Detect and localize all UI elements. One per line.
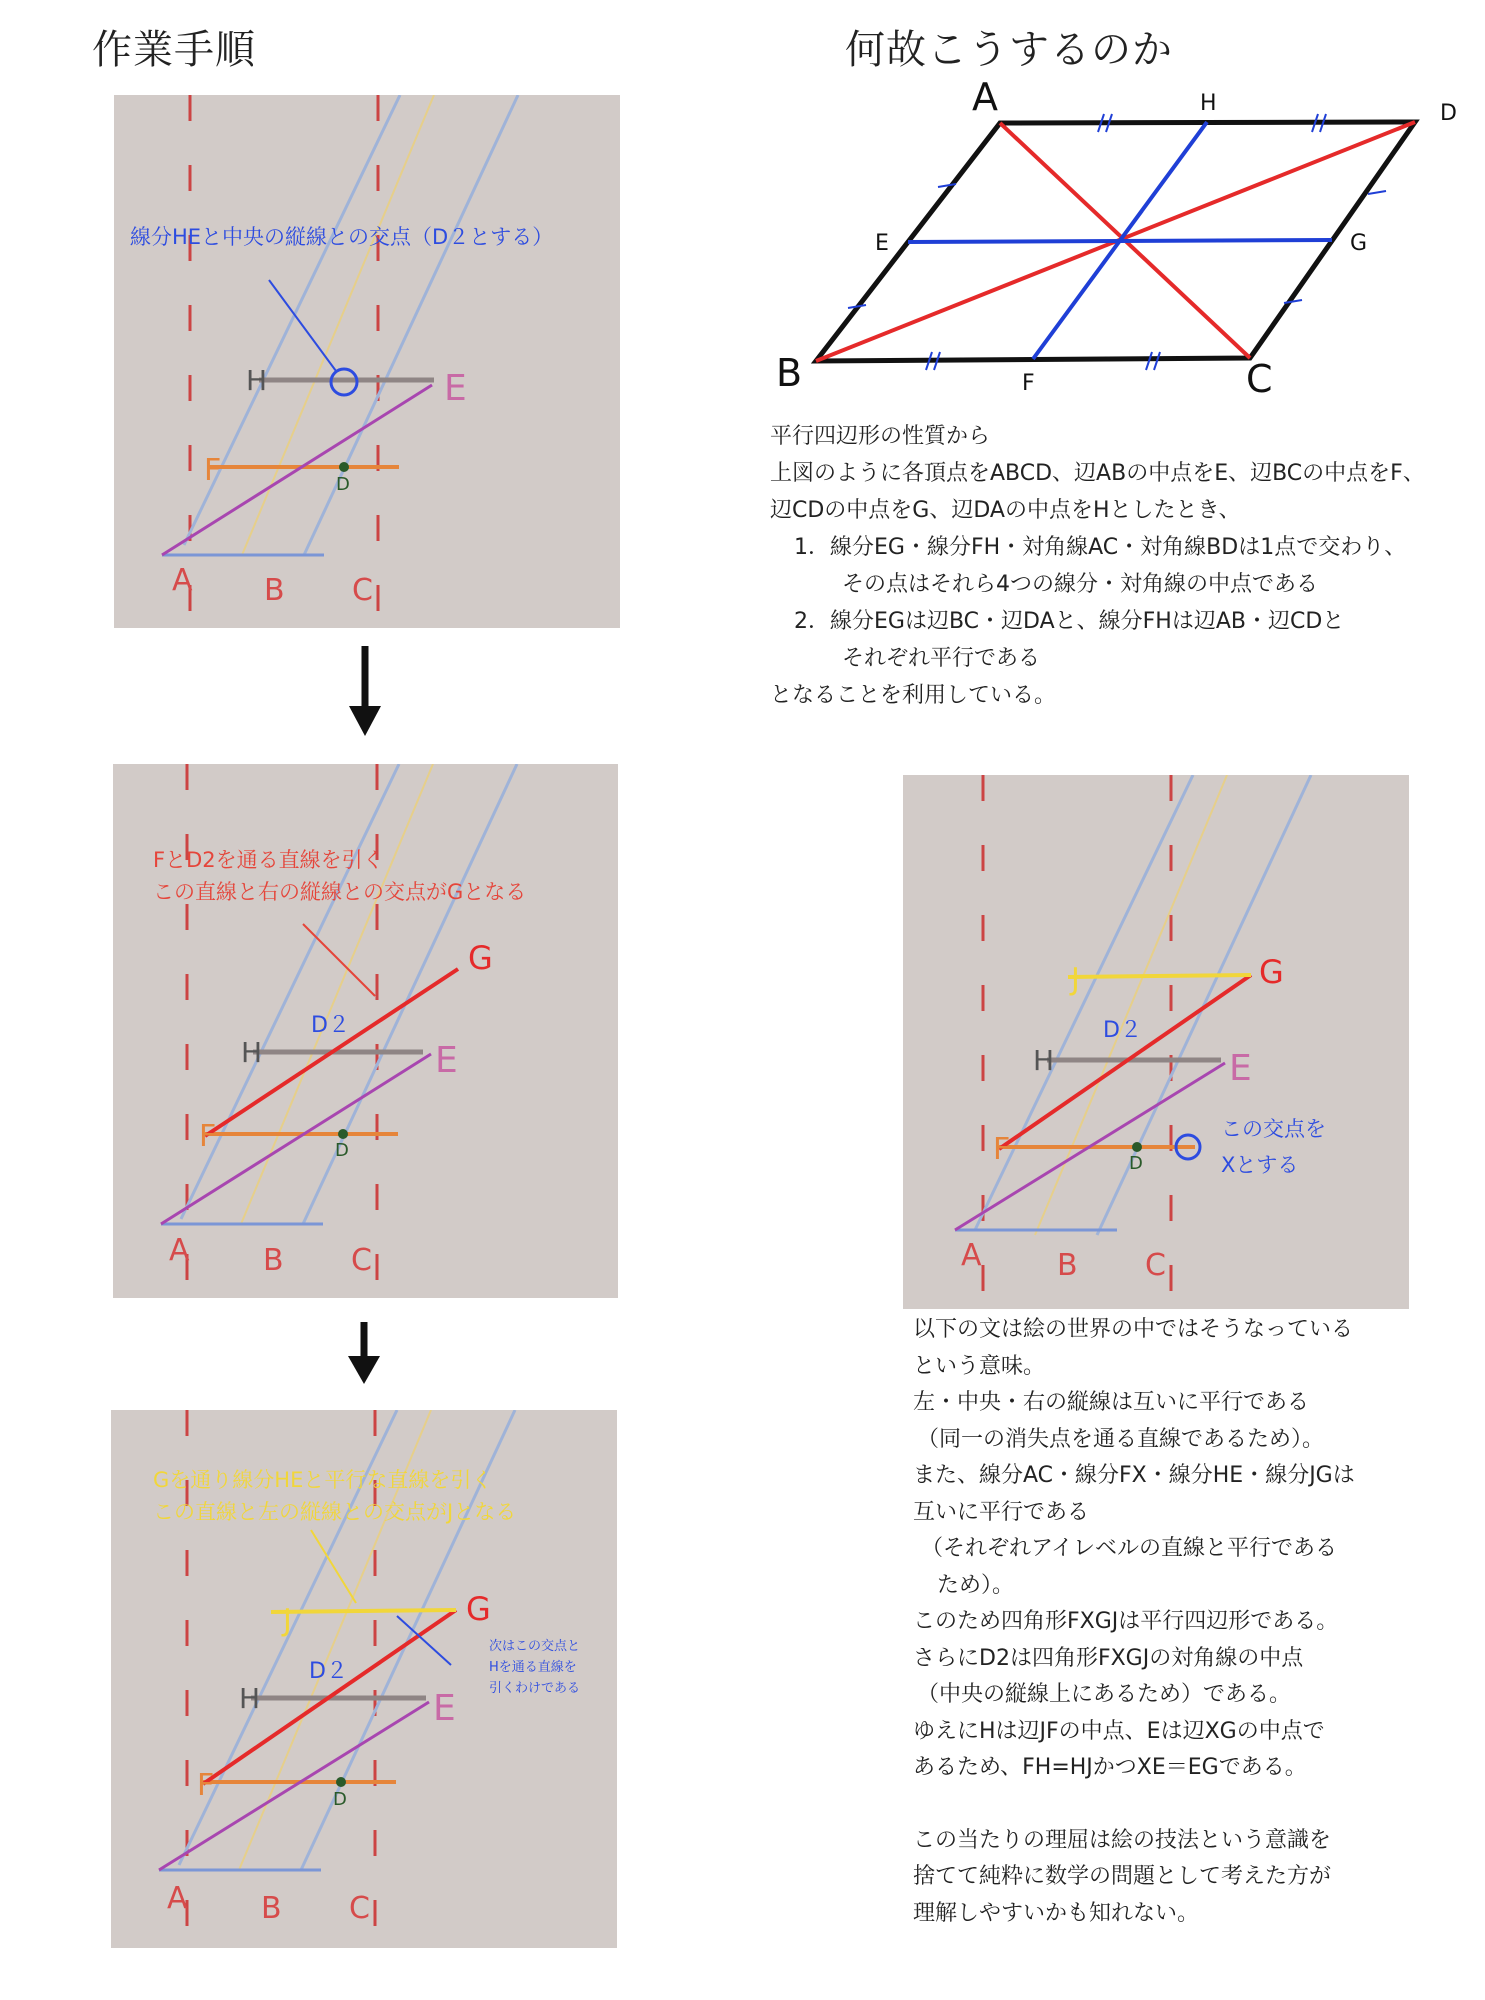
p3-label-e: E [433, 1688, 456, 1729]
p4-annotation-line2: Xとする [1221, 1153, 1299, 1177]
label-h: H [1200, 91, 1217, 116]
prop-line2: 辺CDの中点をG、辺DAの中点をHとしたとき、 [770, 498, 1241, 523]
p4-label-d: D [1129, 1153, 1143, 1174]
p2-label-b: B [263, 1243, 284, 1278]
right-heading: 何故こうするのか [845, 27, 1173, 73]
label-d: D [1440, 101, 1457, 126]
p2-label-e: E [435, 1040, 458, 1081]
p4-label-b: B [1057, 1248, 1078, 1283]
label-a: A [972, 75, 998, 119]
p2-label-g: G [468, 939, 493, 977]
p4-label-c: C [1145, 1248, 1166, 1283]
prop-outro: となることを利用している。 [770, 683, 1057, 708]
prop-item1b: その点はそれら4つの線分・対角線の中点である [842, 572, 1318, 597]
p3-note [489, 1636, 580, 1699]
p3-note-line1: 次はこの交点と [489, 1639, 581, 1654]
p1-label-b: B [264, 573, 285, 608]
p1-annotation: 線分HEと中央の縦線との交点（D２とする） [130, 225, 554, 249]
expl-line-12: ゆえにHは辺JFの中点、Eは辺XGの中点で [913, 1718, 1325, 1744]
p4-annotation [1221, 1111, 1326, 1183]
p3-label-c: C [349, 1891, 370, 1926]
prop-item2a: 2．線分EGは辺BC・辺DAと、線分FHは辺AB・辺CDと [794, 609, 1345, 634]
prop-item1a: 1．線分EG・線分FH・対角線AC・対角線BDは1点で交わり、 [794, 535, 1407, 560]
p4-label-f: F [993, 1132, 1011, 1167]
label-c: C [1246, 357, 1273, 401]
photo-step-4 [903, 775, 1409, 1309]
down-arrow-2 [344, 1318, 384, 1386]
p4-label-d2: D２ [1103, 1018, 1142, 1043]
p1-label-a: A [172, 563, 193, 598]
p4-label-a: A [961, 1238, 982, 1273]
expl-line-5: また、線分AC・線分FX・線分HE・線分JGは [913, 1463, 1355, 1488]
p4-label-e: E [1229, 1048, 1252, 1089]
p3-label-a: A [167, 1881, 188, 1916]
p1-label-c: C [352, 573, 373, 608]
p3-annotation [153, 1464, 516, 1528]
parallelogram-diagram [760, 70, 1480, 410]
p2-label-d2: D２ [311, 1013, 350, 1038]
label-g: G [1350, 231, 1368, 256]
prop-line1: 上図のように各頂点をABCD、辺ABの中点をE、辺BCの中点をF、 [770, 461, 1425, 486]
p2-label-a: A [169, 1233, 190, 1268]
expl-line-9: このため四角形FXGJは平行四辺形である。 [913, 1609, 1339, 1634]
p2-label-h: H [241, 1036, 263, 1069]
expl-line-7: （それぞれアイレベルの直線と平行である [921, 1536, 1338, 1561]
p3-label-g: G [466, 1590, 491, 1628]
expl-line-6: 互いに平行である [913, 1499, 1090, 1525]
expl-spacer [913, 1787, 1355, 1823]
expl-line-14: この当たりの理屈は絵の技法という意識を [913, 1827, 1332, 1853]
expl-line-13: あるため、FH=HJかつXE＝EGである。 [913, 1755, 1307, 1780]
photo-step-3 [111, 1410, 617, 1948]
expl-line-8: ため）。 [937, 1572, 1015, 1598]
left-heading: 作業手順 [92, 27, 256, 73]
p1-label-f: F [204, 453, 222, 488]
prop-intro: 平行四辺形の性質から [770, 424, 991, 449]
label-e: E [875, 231, 889, 256]
p4-label-j: J [1071, 962, 1080, 997]
label-b: B [776, 351, 803, 395]
tick-cd-1 [1368, 191, 1386, 194]
p3-label-d: D [333, 1789, 347, 1810]
expl-line-3: 左・中央・右の縦線は互いに平行である [913, 1390, 1310, 1415]
p2-label-f: F [199, 1119, 217, 1154]
explanation-text [913, 1312, 1355, 1932]
p1-label-h: H [246, 364, 268, 397]
expl-line-1: 以下の文は絵の世界の中ではそうなっている [913, 1317, 1354, 1342]
p2-annotation [153, 844, 526, 908]
p1-label-e: E [444, 368, 467, 409]
expl-line-15: 捨てて純粋に数学の問題として考えた方が [913, 1864, 1332, 1889]
photo-step-2 [113, 764, 618, 1298]
p3-label-h: H [239, 1682, 261, 1715]
down-arrow-1 [345, 642, 385, 738]
p3-label-j: J [283, 1603, 292, 1638]
label-f: F [1022, 371, 1035, 396]
photo-step-1-drawing [114, 95, 620, 628]
expl-line-4: （同一の消失点を通る直線であるため）。 [917, 1426, 1325, 1452]
p2-annotation-line2: この直線と右の縦線との交点がGとなる [153, 880, 527, 904]
p2-label-d: D [335, 1140, 349, 1161]
properties-text [770, 418, 1425, 714]
p4-annotation-line1: この交点を [1221, 1117, 1326, 1141]
p4-label-h: H [1033, 1044, 1055, 1077]
p2-label-c: C [351, 1243, 372, 1278]
p1-label-d: D [336, 474, 350, 495]
p3-label-f: F [197, 1768, 215, 1803]
p2-annotation-line1: FとD2を通る直線を引く [153, 848, 384, 872]
p3-note-line3: 引くわけである [489, 1681, 581, 1696]
p3-note-line2: Hを通る直線を [489, 1660, 577, 1675]
expl-line-16: 理解しやすいかも知れない。 [913, 1900, 1200, 1926]
p4-label-g: G [1259, 953, 1284, 991]
photo-step-4-drawing [903, 775, 1409, 1309]
p3-label-b: B [261, 1891, 282, 1926]
p3-label-d2: D２ [309, 1659, 348, 1684]
expl-line-2: という意味。 [913, 1353, 1046, 1379]
expl-line-10: さらにD2は四角形FXGJの対角線の中点 [913, 1645, 1304, 1671]
photo-step-1 [114, 95, 620, 628]
p3-annotation-line1: Gを通り線分HEと平行な直線を引く [153, 1468, 493, 1492]
p3-annotation-line2: この直線と左の縦線との交点がJとなる [153, 1500, 517, 1524]
prop-item2b: それぞれ平行である [842, 646, 1041, 671]
expl-line-11: （中央の縦線上にあるため）である。 [917, 1682, 1292, 1707]
